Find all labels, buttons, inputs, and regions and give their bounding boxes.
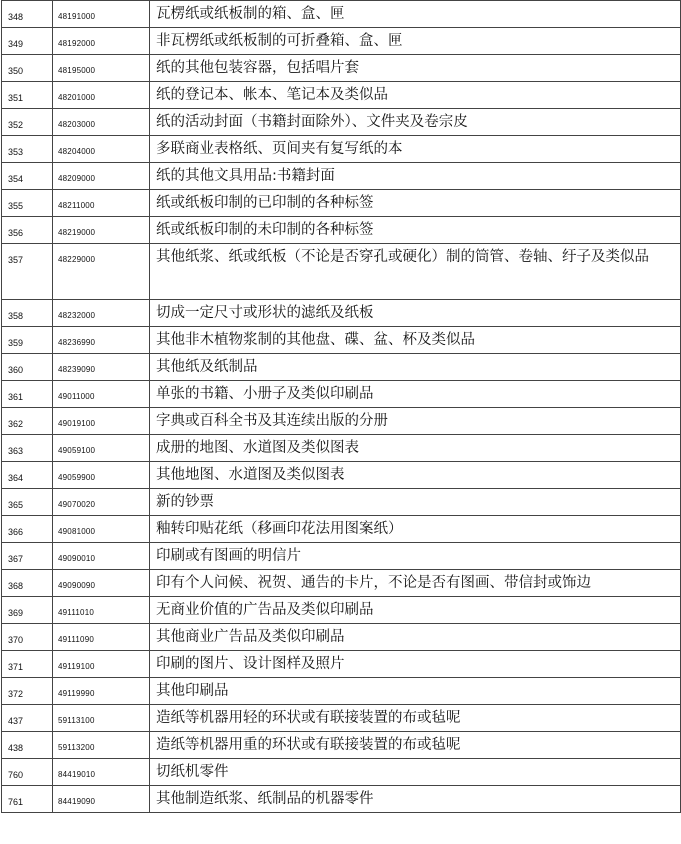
row-description: 切成一定尺寸或形状的滤纸及纸板 xyxy=(150,300,681,327)
row-index: 366 xyxy=(2,516,53,543)
row-description: 其他商业广告品及类似印刷品 xyxy=(150,624,681,651)
row-description: 纸或纸板印制的已印制的各种标签 xyxy=(150,190,681,217)
row-index: 351 xyxy=(2,82,53,109)
table-row xyxy=(2,381,681,408)
table-row xyxy=(2,597,681,624)
table-row xyxy=(2,624,681,651)
row-index: 358 xyxy=(2,300,53,327)
row-index: 761 xyxy=(2,786,53,813)
table-row xyxy=(2,570,681,597)
row-code: 59113100 xyxy=(53,705,150,732)
table-row xyxy=(2,217,681,244)
row-description: 新的钞票 xyxy=(150,489,681,516)
table-row xyxy=(2,55,681,82)
table-row xyxy=(2,462,681,489)
row-index: 352 xyxy=(2,109,53,136)
table-row xyxy=(2,163,681,190)
row-index: 354 xyxy=(2,163,53,190)
row-description: 其他纸浆、纸或纸板（不论是否穿孔或硬化）制的筒管、卷轴、纡子及类似品 xyxy=(150,244,681,300)
table-row xyxy=(2,408,681,435)
row-code: 48209000 xyxy=(53,163,150,190)
table-row xyxy=(2,82,681,109)
row-index: 760 xyxy=(2,759,53,786)
row-code: 48191000 xyxy=(53,1,150,28)
table-row xyxy=(2,28,681,55)
row-description: 其他印刷品 xyxy=(150,678,681,705)
row-description: 切纸机零件 xyxy=(150,759,681,786)
row-code: 49019100 xyxy=(53,408,150,435)
row-index: 367 xyxy=(2,543,53,570)
row-description: 其他制造纸浆、纸制品的机器零件 xyxy=(150,786,681,813)
row-code: 49090010 xyxy=(53,543,150,570)
product-table xyxy=(1,0,681,813)
table-row xyxy=(2,109,681,136)
row-code: 59113200 xyxy=(53,732,150,759)
row-index: 371 xyxy=(2,651,53,678)
row-index: 362 xyxy=(2,408,53,435)
row-index: 369 xyxy=(2,597,53,624)
row-code: 48201000 xyxy=(53,82,150,109)
row-description: 釉转印贴花纸（移画印花法用图案纸） xyxy=(150,516,681,543)
row-index: 438 xyxy=(2,732,53,759)
table-row xyxy=(2,300,681,327)
table-row xyxy=(2,1,681,28)
row-description: 非瓦楞纸或纸板制的可折叠箱、盒、匣 xyxy=(150,28,681,55)
row-code: 48203000 xyxy=(53,109,150,136)
row-code: 48239090 xyxy=(53,354,150,381)
row-code: 49059100 xyxy=(53,435,150,462)
table-row xyxy=(2,435,681,462)
row-code: 48219000 xyxy=(53,217,150,244)
row-code: 49111010 xyxy=(53,597,150,624)
table-row xyxy=(2,136,681,163)
row-index: 353 xyxy=(2,136,53,163)
row-description: 纸的其他包装容器，包括唱片套 xyxy=(150,55,681,82)
row-index: 437 xyxy=(2,705,53,732)
row-index: 372 xyxy=(2,678,53,705)
row-description: 纸的其他文具用品:书籍封面 xyxy=(150,163,681,190)
row-description: 瓦楞纸或纸板制的箱、盒、匣 xyxy=(150,1,681,28)
row-description: 纸的活动封面（书籍封面除外）、文件夹及卷宗皮 xyxy=(150,109,681,136)
row-code: 49090090 xyxy=(53,570,150,597)
row-index: 356 xyxy=(2,217,53,244)
table-row xyxy=(2,651,681,678)
row-code: 48195000 xyxy=(53,55,150,82)
table-row xyxy=(2,759,681,786)
table-row xyxy=(2,705,681,732)
row-index: 365 xyxy=(2,489,53,516)
row-description: 其他纸及纸制品 xyxy=(150,354,681,381)
row-index: 361 xyxy=(2,381,53,408)
row-description: 字典或百科全书及其连续出版的分册 xyxy=(150,408,681,435)
table-row xyxy=(2,786,681,813)
table-row xyxy=(2,244,681,300)
row-description: 印刷的图片、设计图样及照片 xyxy=(150,651,681,678)
row-index: 348 xyxy=(2,1,53,28)
row-index: 359 xyxy=(2,327,53,354)
row-index: 364 xyxy=(2,462,53,489)
row-code: 49111090 xyxy=(53,624,150,651)
row-index: 355 xyxy=(2,190,53,217)
row-index: 350 xyxy=(2,55,53,82)
row-index: 360 xyxy=(2,354,53,381)
row-code: 84419090 xyxy=(53,786,150,813)
row-description: 其他地图、水道图及类似图表 xyxy=(150,462,681,489)
row-description: 其他非木植物浆制的其他盘、碟、盆、杯及类似品 xyxy=(150,327,681,354)
table-row xyxy=(2,354,681,381)
row-description: 印刷或有图画的明信片 xyxy=(150,543,681,570)
row-description: 造纸等机器用轻的环状或有联接装置的布或毡呢 xyxy=(150,705,681,732)
table-row xyxy=(2,732,681,759)
table-row xyxy=(2,516,681,543)
row-index: 368 xyxy=(2,570,53,597)
row-code: 84419010 xyxy=(53,759,150,786)
row-description: 印有个人问候、祝贺、通告的卡片，不论是否有图画、带信封或饰边 xyxy=(150,570,681,597)
row-index: 349 xyxy=(2,28,53,55)
row-code: 49070020 xyxy=(53,489,150,516)
row-code: 48232000 xyxy=(53,300,150,327)
row-code: 48236990 xyxy=(53,327,150,354)
row-description: 多联商业表格纸、页间夹有复写纸的本 xyxy=(150,136,681,163)
table-row xyxy=(2,190,681,217)
row-description: 成册的地图、水道图及类似图表 xyxy=(150,435,681,462)
row-index: 370 xyxy=(2,624,53,651)
row-index: 357 xyxy=(2,244,53,300)
row-description: 单张的书籍、小册子及类似印刷品 xyxy=(150,381,681,408)
row-code: 48204000 xyxy=(53,136,150,163)
table-row xyxy=(2,678,681,705)
row-description: 纸或纸板印制的未印制的各种标签 xyxy=(150,217,681,244)
row-description: 纸的登记本、帐本、笔记本及类似品 xyxy=(150,82,681,109)
row-code: 49011000 xyxy=(53,381,150,408)
row-code: 48211000 xyxy=(53,190,150,217)
row-code: 49081000 xyxy=(53,516,150,543)
row-code: 49059900 xyxy=(53,462,150,489)
table-row xyxy=(2,543,681,570)
table-row xyxy=(2,489,681,516)
table-row xyxy=(2,327,681,354)
row-code: 48229000 xyxy=(53,244,150,300)
row-description: 造纸等机器用重的环状或有联接装置的布或毡呢 xyxy=(150,732,681,759)
row-code: 48192000 xyxy=(53,28,150,55)
row-code: 49119990 xyxy=(53,678,150,705)
row-description: 无商业价值的广告品及类似印刷品 xyxy=(150,597,681,624)
row-code: 49119100 xyxy=(53,651,150,678)
table-body xyxy=(2,1,681,813)
row-index: 363 xyxy=(2,435,53,462)
